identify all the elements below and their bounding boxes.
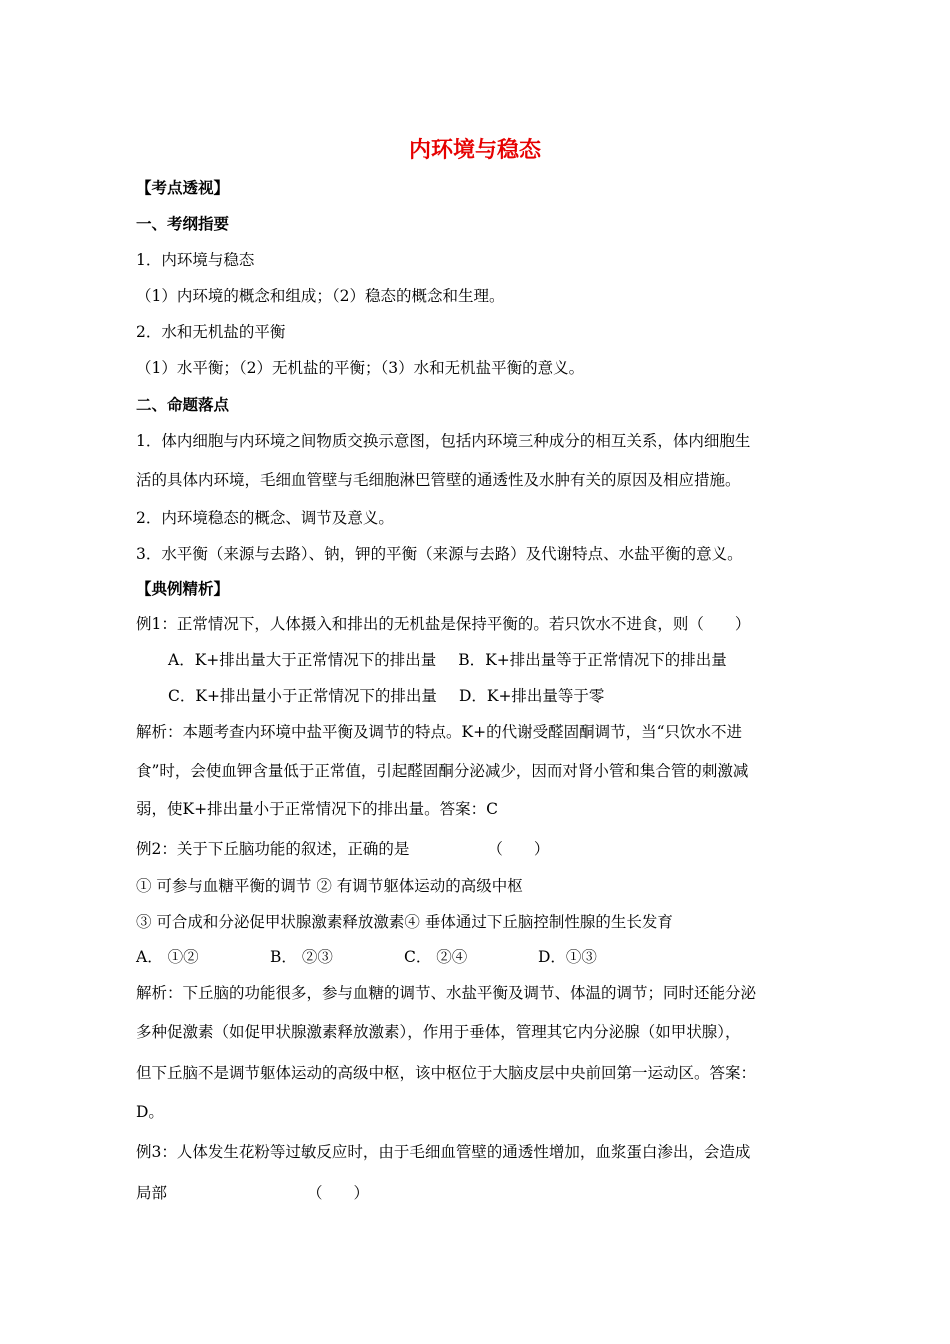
example-3-answer-paren: （ ） — [307, 1184, 370, 1202]
page-title: 内环境与稳态 — [408, 138, 541, 163]
luodian-item-3: 3．水平衡（来源与去路）、钠，钾的平衡（来源与去路）及代谢特点、水盐平衡的意义。 — [136, 545, 743, 563]
gangyao-item-2: 2．水和无机盐的平衡 — [136, 323, 286, 341]
luodian-item-1-line-1: 1．体内细胞与内环境之间物质交换示意图，包括内环境三种成分的相互关系，体内细胞生 — [136, 432, 751, 450]
example-1-analysis-line-3: 弱，使K+排出量小于正常情况下的排出量。答案：C — [136, 800, 498, 818]
example-1-options-row-2 — [168, 686, 604, 706]
example-2-statements-2: ③ 可合成和分泌促甲状腺激素释放激素④ 垂体通过下丘脑控制性腺的生长发育 — [136, 913, 673, 931]
section-heading-luodian: 二、命题落点 — [136, 396, 230, 414]
example-3-question-line-2: 局部 — [136, 1184, 168, 1202]
example-2-question: 例2：关于下丘脑功能的叙述，正确的是 — [136, 840, 410, 858]
luodian-item-1-line-2: 活的具体内环境，毛细血管壁与毛细胞淋巴管壁的通透性及水肿有关的原因及相应措施。 — [136, 471, 741, 489]
example-2-statements-1: ① 可参与血糖平衡的调节 ② 有调节躯体运动的高级中枢 — [136, 877, 523, 895]
gangyao-item-2-details: （1）水平衡；（2）无机盐的平衡；（3）水和无机盐平衡的意义。 — [136, 359, 585, 377]
example-2-analysis-line-2: 多种促激素（如促甲状腺激素释放激素），作用于垂体，管理其它内分泌腺（如甲状腺）， — [136, 1023, 741, 1041]
example-2-analysis-line-4: D。 — [136, 1103, 164, 1121]
section-heading-dianli: 【典例精析】 — [136, 580, 230, 598]
luodian-item-2: 2．内环境稳态的概念、调节及意义。 — [136, 509, 394, 527]
example-2-choices — [136, 947, 597, 967]
example-1-analysis-line-2: 食”时，会使血钾含量低于正常值，引起醛固酮分泌减少，因而对肾小管和集合管的刺激减 — [136, 762, 749, 780]
example-2-analysis-line-1: 解析：下丘脑的功能很多，参与血糖的调节、水盐平衡及调节、体温的调节；同时还能分泌 — [136, 984, 757, 1002]
example-2-choice-b: B． ②③ — [270, 948, 333, 966]
section-heading-kaodian: 【考点透视】 — [136, 179, 230, 197]
example-1-option-b: B．K+排出量等于正常情况下的排出量 — [458, 651, 727, 669]
example-1-question: 例1：正常情况下，人体摄入和排出的无机盐是保持平衡的。若只饮水不进食，则（ ） — [136, 615, 751, 633]
example-1-option-c: C．K+排出量小于正常情况下的排出量 — [168, 687, 437, 705]
example-1-option-a: A．K+排出量大于正常情况下的排出量 — [168, 651, 437, 669]
example-1-option-d: D．K+排出量等于零 — [458, 687, 605, 705]
gangyao-item-1: 1．内环境与稳态 — [136, 251, 255, 269]
example-3-question-row-2 — [136, 1183, 369, 1203]
example-2-choice-c: C． ②④ — [404, 948, 468, 966]
example-2-answer-paren: （ ） — [487, 840, 550, 858]
example-3-question-line-1: 例3：人体发生花粉等过敏反应时，由于毛细血管壁的通透性增加，血浆蛋白渗出，会造成 — [136, 1143, 751, 1161]
example-2-choice-a: A． ①② — [136, 948, 199, 966]
gangyao-item-1-details: （1）内环境的概念和组成；（2）稳态的概念和生理。 — [136, 287, 505, 305]
example-2-choice-d: D．①③ — [538, 948, 597, 966]
example-2-analysis-line-3: 但下丘脑不是调节躯体运动的高级中枢，该中枢位于大脑皮层中央前回第一运动区。答案： — [136, 1064, 757, 1082]
example-1-analysis-line-1: 解析：本题考查内环境中盐平衡及调节的特点。K+的代谢受醛固酮调节，当“只饮水不进 — [136, 723, 742, 741]
section-heading-gangyao: 一、考纲指要 — [136, 215, 230, 233]
example-2-question-row — [136, 839, 549, 859]
example-1-options-row-1 — [168, 650, 727, 670]
